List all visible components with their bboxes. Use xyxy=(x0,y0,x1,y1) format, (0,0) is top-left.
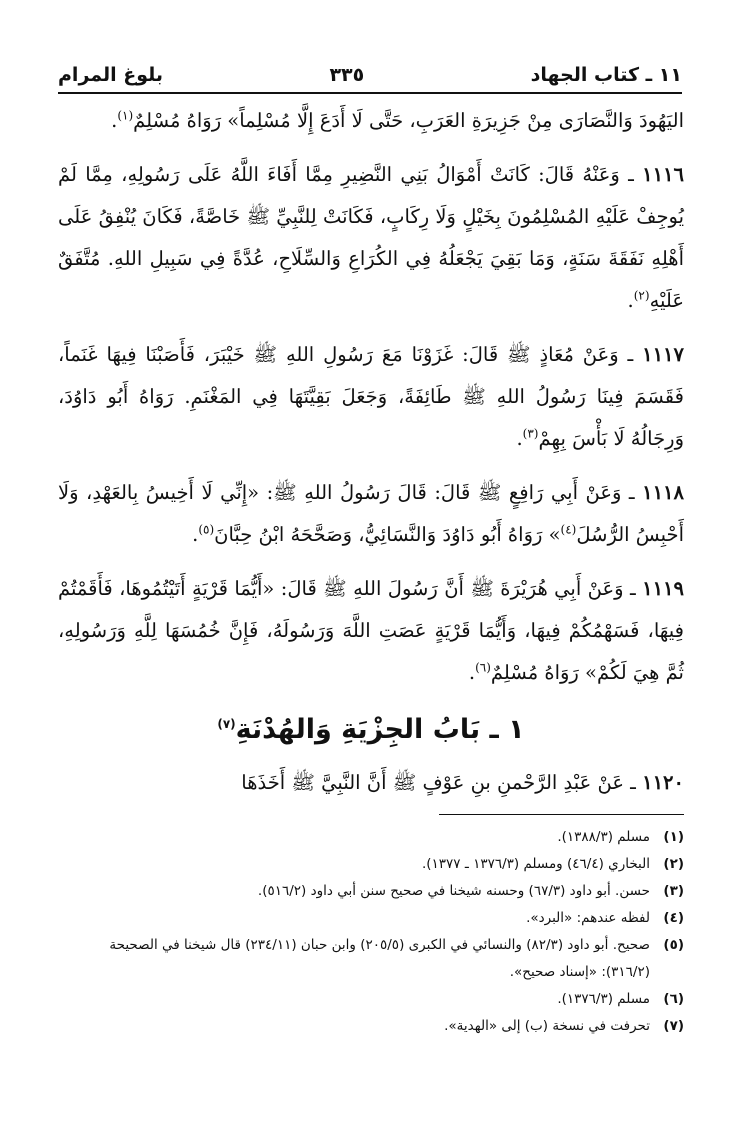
hadith-number: ١١١٧ xyxy=(642,343,684,366)
footnote-marker: (٥) xyxy=(663,937,684,953)
book-title: بلوغ المرام xyxy=(58,64,164,86)
footnote-ref: (٧) xyxy=(217,717,236,731)
hadith-paragraph xyxy=(58,154,684,322)
footnote-ref: (٥) xyxy=(198,522,215,537)
footnote-text: لفظه عندهم: «البرد». xyxy=(526,910,650,926)
footnote-text: مسلم (١٣٨٨/٣). xyxy=(557,829,650,845)
footnote-ref: (٢) xyxy=(633,288,650,303)
footnote-text: البخاري (٤٦/٤) ومسلم (١٣٧٦/٣ ـ ١٣٧٧). xyxy=(421,856,650,872)
footnote-ref: (٣) xyxy=(522,426,539,441)
footnote xyxy=(58,878,684,905)
footnote xyxy=(58,851,684,878)
chapter-title: ١١ ـ كتاب الجهاد xyxy=(530,64,682,86)
footnote xyxy=(58,1013,684,1040)
footnote xyxy=(58,932,684,986)
main-text xyxy=(58,100,684,804)
hadith-tail: . xyxy=(627,289,634,312)
hadith-tail: . xyxy=(111,109,118,132)
hadith-text: ـ وَعَنْهُ قَالَ: كَانَتْ أَمْوَالُ بَنِي النَّضِيرِ مِمَّا أَفَاءَ اللَّهُ عَلَى رَسُولِهِ، مِمَّا لَمْ يُوجِفْ عَلَيْهِ المُسْلِمُونَ بِخَيْلٍ وَلَا رِكَابٍ، فَكَانَتْ لِلنَّبِيِّ ﷺ خَاصَّةً، فَكَانَ يُنْفِقُ عَلَى أَهْلِهِ نَفَقَةَ سَنَةٍ، وَمَا بَقِيَ يَجْعَلُهُ فِي الكُرَاعِ وَالسِّلَاحِ، عُدَّةً فِي سَبِيلِ اللهِ. مُتَّفَقٌ عَلَيْهِ xyxy=(58,163,684,312)
section-heading xyxy=(58,702,684,758)
footnote-divider xyxy=(439,814,684,815)
hadith-paragraph xyxy=(58,472,684,556)
hadith-number: ١١١٦ xyxy=(642,163,684,186)
hadith-number: ١١١٩ xyxy=(642,577,684,600)
footnote-text: مسلم (١٣٧٦/٣). xyxy=(557,991,650,1007)
page-header xyxy=(58,58,682,92)
hadith-text: ـ وَعَنْ أَبِي هُرَيْرَةَ ﷺ أَنَّ رَسُولَ اللهِ ﷺ قَالَ: «أَيُّمَا قَرْيَةٍ أَتَيْتُمُوهَا، فَأَقَمْتُمْ فِيهَا، فَسَهْمُكُمْ فِيهَا، وَأَيُّمَا قَرْيَةٍ عَصَتِ اللَّهَ وَرَسُولَهُ، فَإِنَّ خُمُسَهَا لِلَّهِ وَرَسُولِهِ، ثُمَّ هِيَ لَكُمْ» رَوَاهُ مُسْلِمٌ xyxy=(58,577,684,684)
footnotes xyxy=(58,824,684,1040)
footnote-marker: (٢) xyxy=(663,856,684,872)
page-number: ٣٣٥ xyxy=(329,64,365,86)
footnote-text: حسن. أبو داود (٦٧/٣) وحسنه شيخنا في صحيح سنن أبي داود (٥١٦/٢). xyxy=(257,883,650,899)
hadith-paragraph xyxy=(58,334,684,460)
footnote-text: صحيح. أبو داود (٨٢/٣) والنسائي في الكبرى (٢٠٥/٥) وابن حبان (٢٣٤/١١) قال شيخنا في الصحيحة (٣١٦/٢): «إسناد صحيح». xyxy=(109,937,650,980)
hadith-text: ـ وَعَنْ أَبِي رَافِعٍ ﷺ قَالَ: قَالَ رَسُولُ اللهِ ﷺ: «إِنِّي لَا أَخِيسُ بِالعَهْدِ، وَلَا أَحْبِسُ الرُّسُلَ xyxy=(58,481,684,546)
footnote-ref: (٤) xyxy=(560,522,577,537)
header-divider xyxy=(58,92,682,94)
footnote xyxy=(58,905,684,932)
footnote-marker: (٧) xyxy=(663,1018,684,1034)
hadith-number: ١١١٨ xyxy=(642,481,685,504)
hadith-paragraph xyxy=(58,762,684,804)
hadith-text: ـ عَنْ عَبْدِ الرَّحْمنِ بنِ عَوْفٍ ﷺ أَنَّ النَّبِيَّ ﷺ أَخَذَهَا xyxy=(241,771,636,794)
footnote-ref: (٦) xyxy=(475,660,491,675)
hadith-tail: . xyxy=(468,661,476,684)
hadith-number: ١١٢٠ xyxy=(642,771,684,794)
hadith-text: ـ وَعَنْ مُعَاذٍ ﷺ قَالَ: غَزَوْنَا مَعَ رَسُولِ اللهِ ﷺ خَيْبَرَ، فَأَصَبْنَا فِيهَا غَنَماً، فَقَسَمَ فِينَا رَسُولُ اللهِ ﷺ طَائِفَةً، وَجَعَلَ بَقِيَّتَهَا فِي المَغْنَمِ. رَوَاهُ أَبُو دَاوُدَ، وَرِجَالُهُ لَا بَأْسَ بِهِمْ xyxy=(58,343,684,450)
hadith-tail: » رَوَاهُ أَبُو دَاوُدَ وَالنَّسَائِيُّ، وَصَحَّحَهُ ابْنُ حِبَّانَ xyxy=(214,523,561,546)
footnote-marker: (١) xyxy=(663,829,684,845)
footnote-ref: (١) xyxy=(117,108,134,123)
footnote-text: تحرفت في نسخة (ب) إلى «الهدية». xyxy=(444,1018,650,1034)
section-heading-text: ١ ـ بَابُ الجِزْيَةِ وَالهُدْنَةِ xyxy=(235,714,525,745)
hadith-text: اليَهُودَ وَالنَّصَارَى مِنْ جَزِيرَةِ العَرَبِ، حَتَّى لَا أَدَعَ إِلَّا مُسْلِماً» رَوَاهُ مُسْلِمٌ xyxy=(133,109,684,132)
footnote xyxy=(58,824,684,851)
hadith-paragraph xyxy=(58,568,684,694)
hadith-tail: . xyxy=(192,523,199,546)
hadith-paragraph xyxy=(58,100,684,142)
footnote xyxy=(58,986,684,1013)
footnote-marker: (٣) xyxy=(663,883,684,899)
footnote-marker: (٦) xyxy=(663,991,684,1007)
hadith-tail: . xyxy=(516,427,523,450)
footnote-marker: (٤) xyxy=(663,910,684,926)
